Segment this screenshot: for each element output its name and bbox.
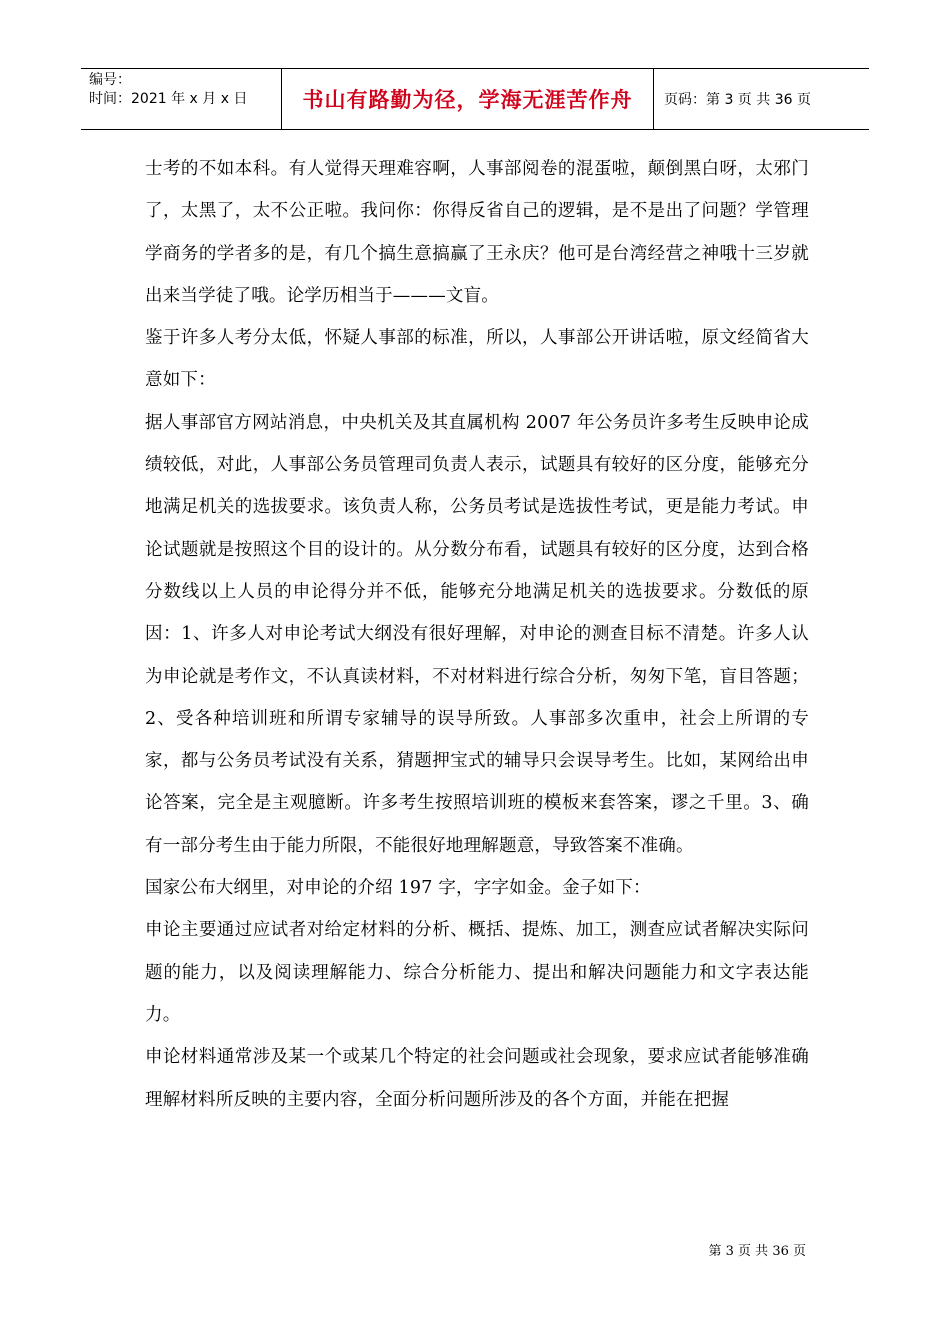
- paragraph: 申论主要通过应试者对给定材料的分析、概括、提炼、加工，测查应试者解决实际问题的能力，以及阅读理解能力、综合分析能力、提出和解决问题能力和文字表达能力。: [145, 920, 809, 1025]
- page-footer: 第 3 页 共 36 页: [708, 1244, 806, 1259]
- document-number-label: 编号：: [89, 72, 131, 88]
- paragraph: 据人事部官方网站消息，中央机关及其直属机构 2007 年公务员许多考生反映申论成绩较低，对此，人事部公务员管理司负责人表示，试题具有较好的区分度，能够充分地满足机关的选拔要求。该负责人称，公务员考试是选拔性考试，更是能力考试。申论试题就是按照这个目的设计的。从分数分布看，试题具有较好的区分度，达到合格分数线以上人员的申论得分并不低，能够充分地满足机关的选拔要求。分数低的原因：1、许多人对申论考试大纲没有很好理解，对申论的测查目标不清楚。许多人认为申论就是考作文，不认真读材料，不对材料进行综合分析，匆匆下笔，盲目答题；2、受各种培训班和所谓专家辅导的误导所致。人事部多次重申，社会上所谓的专家，都与公务员考试没有关系，猜题押宝式的辅导只会误导考生。比如，某网给出申论答案，完全是主观臆断。许多考生按照培训班的模板来套答案，谬之千里。3、确有一部分考生由于能力所限，不能很好地理解题意，导致答案不准确。: [145, 412, 809, 856]
- paragraph: 国家公布大纲里，对申论的介绍 197 字，字字如金。金子如下：: [145, 878, 651, 899]
- header-meta: [81, 69, 282, 129]
- document-body: [145, 148, 809, 1121]
- paragraph: 申论材料通常涉及某一个或某几个特定的社会问题或社会现象，要求应试者能够准确理解材料所反映的主要内容，全面分析问题所涉及的各个方面，并能在把握: [145, 1047, 809, 1110]
- paragraph: 鉴于许多人考分太低，怀疑人事部的标准，所以，人事部公开讲话啦，原文经简省大意如下：: [145, 328, 809, 391]
- document-time-label: 时间：2021 年 x 月 x 日: [89, 91, 248, 107]
- paragraph: 士考的不如本科。有人觉得天理难容啊，人事部阅卷的混蛋啦，颠倒黑白呀，太邪门了，太黑了，太不公正啦。我问你：你得反省自己的逻辑，是不是出了问题？学管理学商务的学者多的是，有几个搞生意搞赢了王永庆？他可是台湾经营之神哦十三岁就出来当学徒了哦。论学历相当于———文盲。: [145, 159, 809, 306]
- page-header: [81, 68, 869, 130]
- header-motto: 书山有路勤为径，学海无涯苦作舟: [282, 69, 654, 129]
- header-page-info: 页码：第 3 页 共 36 页: [664, 92, 811, 108]
